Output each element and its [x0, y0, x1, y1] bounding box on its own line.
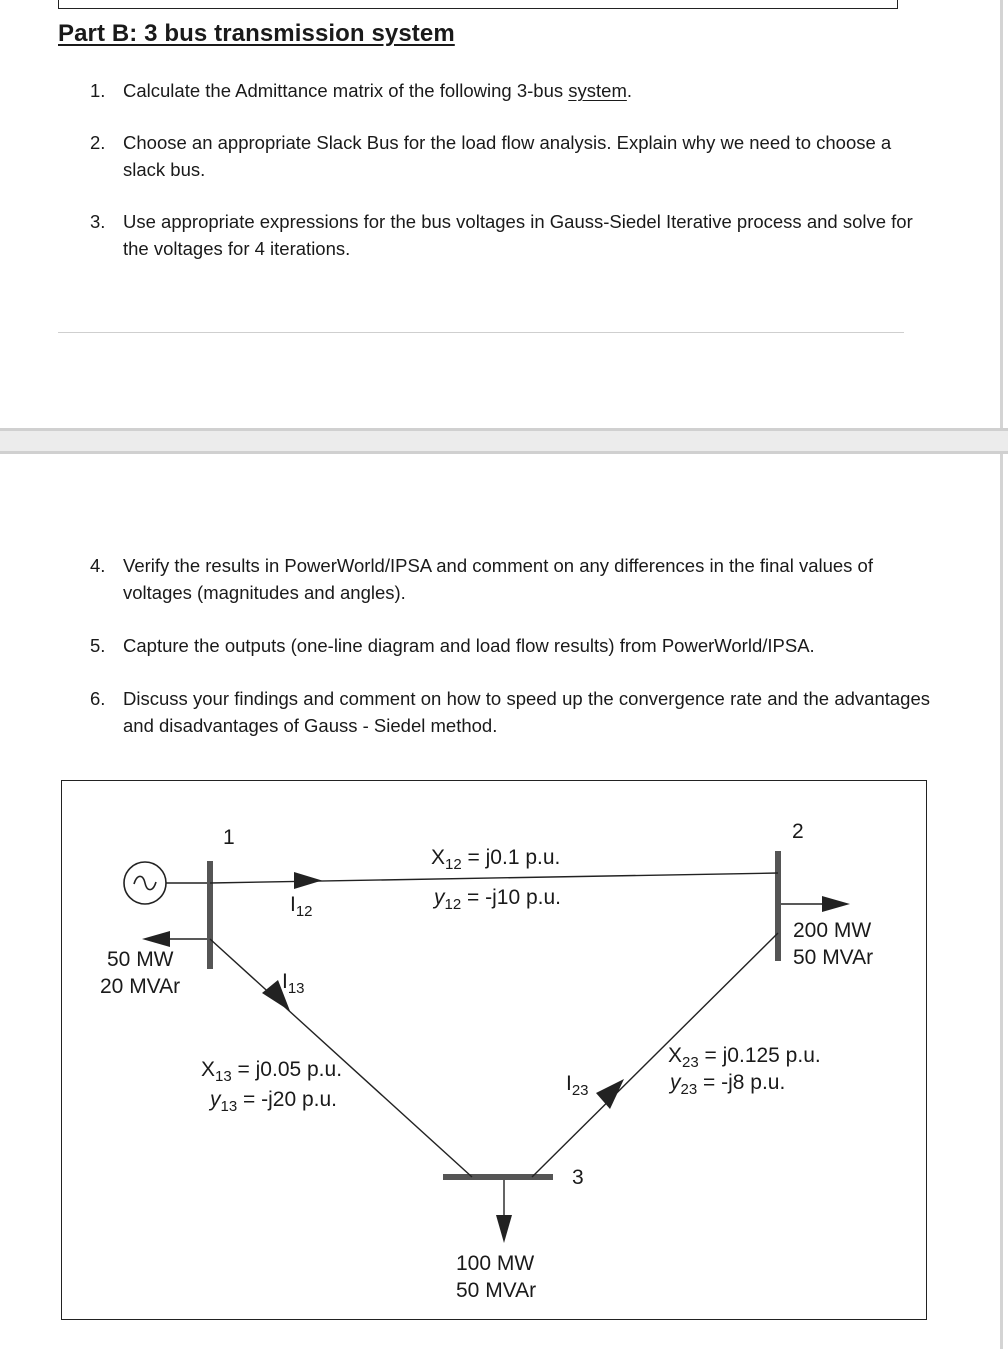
load-arrow-bus3 [496, 1180, 512, 1243]
line12-admittance: $y_{12} = -j10$ p.u. [434, 886, 561, 913]
page-separator [0, 428, 1008, 454]
bus1-load-mvar: 20 MVAr [100, 975, 181, 998]
question-6 [90, 685, 930, 739]
question-text: Discuss your findings and comment on how to speed up the convergence rate and the advantages and disadvantages of Gauss - Siedel method. [123, 688, 930, 736]
line13-admittance: $y_{13} = -j20$ p.u. [210, 1088, 337, 1115]
question-3 [90, 208, 930, 262]
bus3-load-mvar: 50 MVAr [456, 1279, 537, 1302]
line12-reactance: $X_{12} = j0.1$ p.u. [431, 846, 561, 873]
question-2 [90, 129, 930, 183]
horizontal-rule [58, 332, 904, 333]
bus2-load-mvar: 50 MVAr [793, 946, 874, 969]
question-text: Verify the results in PowerWorld/IPSA and comment on any differences in the final values of voltages (magnitudes and angles). [123, 555, 873, 603]
question-1 [90, 77, 930, 104]
question-number: 3. [90, 211, 106, 232]
question-text: Choose an appropriate Slack Bus for the load flow analysis. Explain why we need to choose a slack bus. [123, 132, 892, 180]
question-number: 2. [90, 132, 106, 153]
three-bus-one-line-diagram [61, 780, 927, 1320]
current-arrow-12 [294, 872, 322, 889]
current-label-13: $I_{13}$ [282, 970, 305, 997]
current-label-12: $I_{12}$ [290, 893, 313, 920]
load-arrow-bus1 [142, 931, 207, 947]
question-number: 6. [90, 688, 106, 709]
bus3-load-mw: 100 MW [456, 1252, 535, 1275]
question-number: 4. [90, 555, 106, 576]
current-arrow-23 [596, 1079, 624, 1109]
bus-2-label: 2 [792, 820, 804, 843]
question-number: 5. [90, 635, 106, 656]
line23-reactance: $X_{23} = j0.125$ p.u. [668, 1044, 821, 1071]
load-arrow-bus2 [781, 896, 850, 912]
bus-3-label: 3 [572, 1166, 584, 1189]
previous-content-box [58, 0, 898, 9]
bus2-load-mw: 200 MW [793, 919, 872, 942]
current-label-23: $I_{23}$ [566, 1072, 589, 1099]
line23-admittance: $y_{23} = -j8$ p.u. [670, 1071, 786, 1098]
question-text: Capture the outputs (one-line diagram and load flow results) from PowerWorld/IPSA. [123, 635, 815, 656]
bus1-load-mw: 50 MW [107, 948, 174, 971]
bus-1-label: 1 [223, 826, 235, 849]
line13-reactance: $X_{13} = j0.05$ p.u. [201, 1058, 343, 1085]
section-title: Part B: 3 bus transmission system [58, 20, 455, 47]
question-4 [90, 552, 930, 606]
document-page-1 [0, 0, 1003, 428]
question-5 [90, 632, 930, 659]
question-text: Calculate the Admittance matrix of the following 3-bus system. [123, 80, 632, 101]
document-page-2 [0, 454, 1003, 1349]
question-text: Use appropriate expressions for the bus voltages in Gauss-Siedel Iterative process and solve for the voltages for 4 iterations. [123, 211, 913, 259]
question-number: 1. [90, 80, 106, 101]
ac-source-icon [124, 862, 166, 904]
